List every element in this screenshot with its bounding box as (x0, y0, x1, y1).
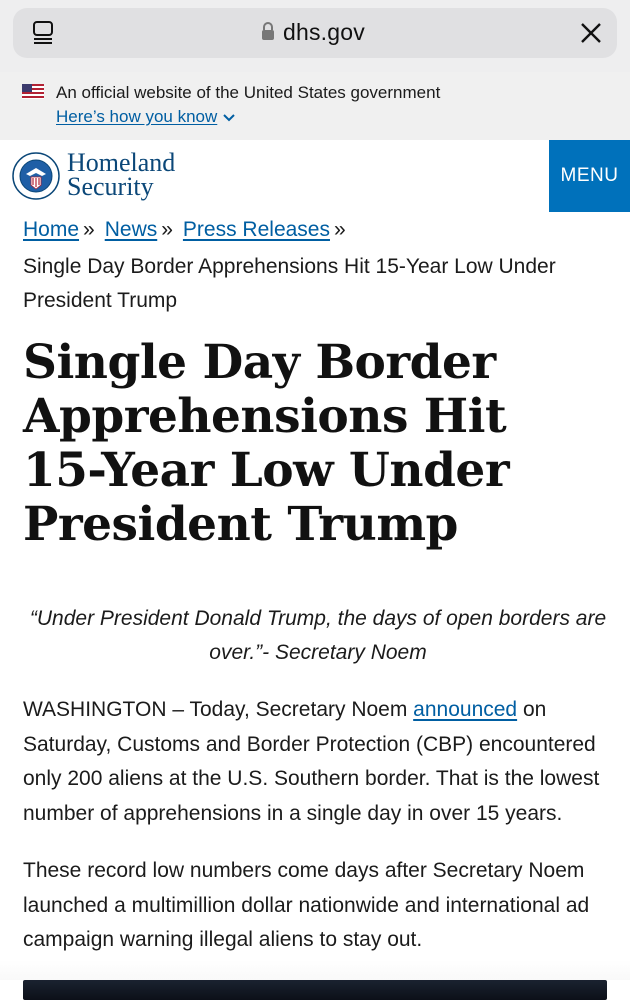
dhs-seal-logo[interactable] (12, 152, 60, 200)
how-you-know-link[interactable]: Here’s how you know (56, 107, 218, 126)
official-gov-banner (0, 72, 630, 140)
paragraph-text: on Saturday, Customs and Border Protection (CBP) encountered only 200 aliens at the U.S. Southern border. That is the lowest number of apprehensions in a single day in over 15 years. (23, 698, 600, 825)
logo-text-homeland[interactable]: Homeland (67, 148, 176, 177)
menu-button[interactable]: MENU (549, 140, 630, 212)
breadcrumb (23, 215, 613, 245)
chevron-down-icon[interactable] (223, 113, 235, 123)
us-flag-icon (22, 84, 44, 99)
logo-text-security[interactable]: Security (67, 172, 154, 201)
article-paragraph-2: These record low numbers come days after Secretary Noem launched a multimillion dollar nationwide and international ad campaign warning illegal aliens to stay out. (23, 859, 590, 951)
url-text[interactable]: dhs.gov (283, 19, 365, 45)
tabs-icon[interactable] (31, 20, 57, 46)
article-image[interactable] (23, 980, 607, 1000)
browser-chrome (0, 0, 630, 72)
breadcrumb-news-link[interactable]: News (104, 218, 158, 241)
announced-link[interactable]: announced (413, 698, 518, 721)
breadcrumb-current-page: Single Day Border Apprehensions Hit 15-Year Low Under President Trump (23, 255, 556, 312)
breadcrumb-home-link[interactable]: Home (23, 218, 80, 241)
address-bar[interactable] (13, 8, 617, 58)
paragraph-text: WASHINGTON – Today, Secretary Noem (23, 698, 414, 721)
page-title: Single Day Border Apprehensions Hit 15-Year Low Under President Trump (23, 335, 510, 552)
article-paragraph-1 (23, 693, 613, 831)
pull-quote: “Under President Donald Trump, the days of open borders are over.”- Secretary Noem (29, 607, 607, 664)
close-icon[interactable] (579, 21, 603, 45)
official-banner-text: An official website of the United States government (56, 83, 441, 102)
breadcrumb-press-releases-link[interactable]: Press Releases (182, 218, 330, 241)
lock-icon (261, 21, 275, 41)
breadcrumb-separator: » (333, 218, 346, 241)
scroll-fade (0, 960, 630, 980)
breadcrumb-separator: » (161, 218, 173, 241)
breadcrumb-separator: » (83, 218, 95, 241)
site-header (0, 140, 630, 212)
